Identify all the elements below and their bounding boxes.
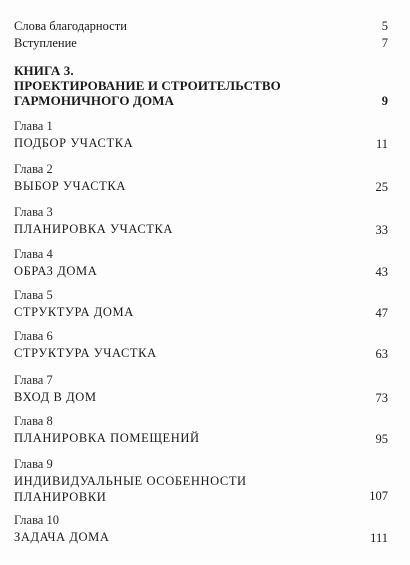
chapter-title: ЗАДАЧА ДОМА [14,530,110,544]
chapter-label: Глава 4 [14,247,53,261]
toc-chapter-4 [14,247,388,279]
book-label: КНИГА 3. [14,63,74,78]
toc-entry-page: 25 [375,180,388,194]
toc-entry-page: 111 [370,531,388,545]
chapter-title: ВХОД В ДОМ [14,390,97,404]
toc-chapter-2 [14,162,388,194]
chapter-title: ПЛАНИРОВКА ПОМЕЩЕНИЙ [14,431,200,445]
toc-chapter-10 [14,513,388,545]
chapter-title: ПЛАНИРОВКА УЧАСТКА [14,222,174,236]
toc-entry-title: Вступление [14,36,77,50]
toc-entry-page: 9 [381,94,388,108]
book-title-line-2: ГАРМОНИЧНОГО ДОМА [14,93,175,108]
toc-chapter-8 [14,414,388,446]
chapter-label: Глава 3 [14,205,53,219]
toc-chapter-6 [14,329,388,361]
chapter-label: Глава 5 [14,288,53,302]
toc-entry-page: 11 [375,137,388,151]
chapter-label: Глава 6 [14,329,53,343]
toc-entry-page: 63 [375,347,388,361]
chapter-title-line-2: ПЛАНИРОВКИ [14,490,107,504]
chapter-title: ВЫБОР УЧАСТКА [14,179,126,193]
chapter-label: Глава 2 [14,162,53,176]
toc-entry-page: 47 [375,306,388,320]
toc-entry-acknowledgements [14,19,388,34]
chapter-label: Глава 10 [14,513,59,527]
toc-entry-page: 7 [381,36,388,50]
chapter-label: Глава 9 [14,457,53,471]
chapter-title: СТРУКТУРА ДОМА [14,305,134,319]
chapter-title: ИНДИВИДУАЛЬНЫЕ ОСОБЕННОСТИ [14,474,247,488]
toc-entry-title: Слова благодарности [14,19,127,33]
chapter-label: Глава 8 [14,414,53,428]
toc-entry-page: 107 [369,489,388,503]
chapter-label: Глава 7 [14,373,53,387]
toc-entry-page: 73 [375,391,388,405]
book-title-line-1: ПРОЕКТИРОВАНИЕ И СТРОИТЕЛЬСТВО [14,78,281,93]
toc-entry-page: 33 [375,223,388,237]
toc-entry-page: 43 [375,265,388,279]
toc-chapter-9 [14,457,388,505]
chapter-label: Глава 1 [14,119,53,133]
chapter-title: СТРУКТУРА УЧАСТКА [14,346,157,360]
toc-entry-page: 95 [375,432,388,446]
toc-chapter-5 [14,288,388,320]
toc-chapter-3 [14,205,388,237]
toc-book-heading [14,63,388,108]
toc-chapter-7 [14,373,388,405]
chapter-title: ПОДБОР УЧАСТКА [14,136,134,150]
toc-entry-introduction [14,36,388,51]
toc-chapter-1 [14,119,388,151]
chapter-title: ОБРАЗ ДОМА [14,264,98,278]
toc-entry-page: 5 [381,19,388,33]
